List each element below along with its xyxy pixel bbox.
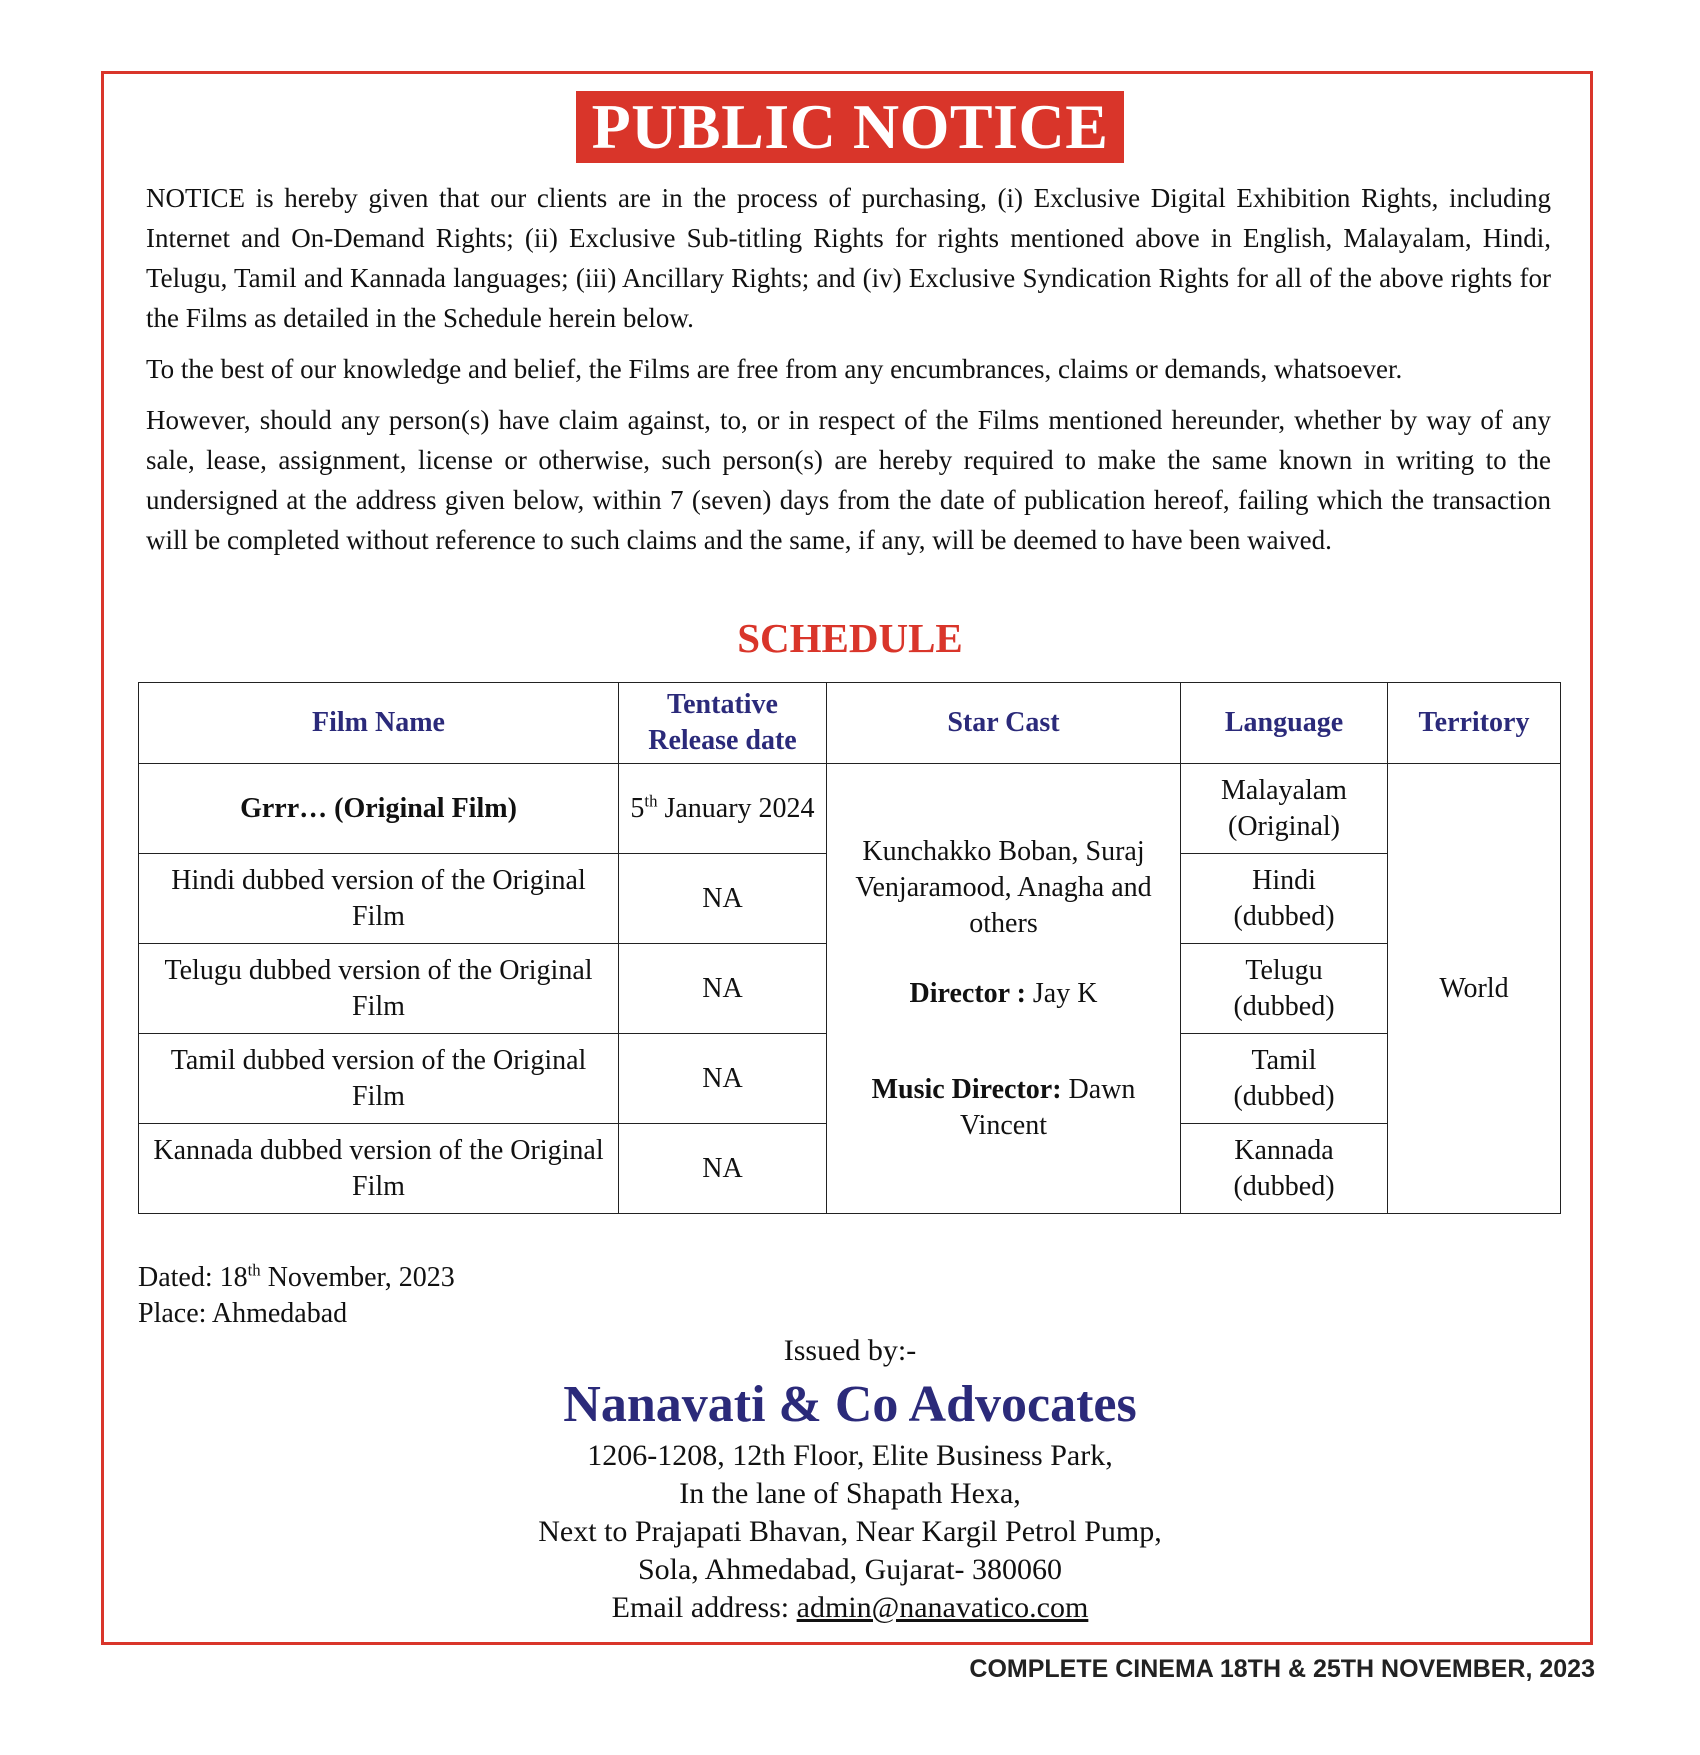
release-date-cell bbox=[619, 764, 827, 854]
notice-paragraph-1: NOTICE is hereby given that our clients are in the process of purchasing, (i) Exclusive Digital Exhibition Rights, including Internet and On-Demand Rights; (ii) Exclusive Sub-titling Rights for rights mentioned above in English, Malayalam, Hindi, Telugu, Tamil and Kannada languages; (iii) Ancillary Rights; and (iv) Exclusive Syndication Rights for all of the above rights for the Films as detailed in the Schedule herein below. bbox=[146, 183, 1551, 333]
header-language: Language bbox=[1181, 683, 1388, 764]
star-cast-cell bbox=[827, 764, 1181, 1214]
title-wrap bbox=[0, 91, 1700, 163]
dated-prefix: Dated: 18 bbox=[138, 1262, 248, 1293]
address-line-3: Next to Prajapati Bhavan, Near Kargil Petrol Pump, bbox=[538, 1515, 1162, 1548]
language-type: (dubbed) bbox=[1233, 990, 1335, 1022]
language-type: (dubbed) bbox=[1233, 900, 1335, 932]
email-label: Email address: bbox=[611, 1591, 797, 1624]
dated-line bbox=[138, 1260, 455, 1296]
language-type: (dubbed) bbox=[1233, 1080, 1335, 1112]
notice-paragraph-2: To the best of our knowledge and belief, the Films are free from any encumbrances, claims or demands, whatsoever. bbox=[146, 354, 1403, 384]
language-name: Hindi bbox=[1252, 864, 1316, 896]
music-director-line bbox=[837, 1072, 1170, 1144]
address-line-1: 1206-1208, 12th Floor, Elite Business Park, bbox=[587, 1439, 1113, 1472]
territory-cell: World bbox=[1388, 764, 1561, 1214]
place-line: Place: Ahmedabad bbox=[138, 1298, 348, 1329]
release-day: 5 bbox=[630, 792, 645, 824]
language-type: (dubbed) bbox=[1233, 1170, 1335, 1202]
header-star-cast: Star Cast bbox=[827, 683, 1181, 764]
dated-suffix: th bbox=[247, 1260, 261, 1280]
release-date-cell: NA bbox=[619, 1124, 827, 1214]
language-cell bbox=[1181, 854, 1388, 944]
language-cell bbox=[1181, 944, 1388, 1034]
language-cell bbox=[1181, 764, 1388, 854]
language-name: Kannada bbox=[1234, 1134, 1334, 1166]
notice-paragraph-3: However, should any person(s) have claim against, to, or in respect of the Films mentioned hereunder, whether by way of any sale, lease, assignment, license or otherwise, such person(s) are hereby required to make the same known in writing to the undersigned at the address given below, within 7 (seven) days from the date of publication hereof, failing which the transaction will be completed without reference to such claims and the same, if any, will be deemed to have been waived. bbox=[146, 405, 1551, 555]
language-name: Malayalam bbox=[1221, 774, 1347, 806]
music-director-label: Music Director: bbox=[871, 1073, 1062, 1105]
firm-name: Nanavati & Co Advocates bbox=[563, 1376, 1137, 1433]
language-name: Tamil bbox=[1251, 1044, 1317, 1076]
header-release-date bbox=[619, 683, 827, 764]
schedule-heading: SCHEDULE bbox=[737, 615, 963, 661]
star-cast-names: Kunchakko Boban, Suraj Venjaramood, Anagha and others bbox=[855, 835, 1152, 939]
language-cell bbox=[1181, 1034, 1388, 1124]
director-label: Director : bbox=[909, 977, 1026, 1009]
music-director-name: Dawn Vincent bbox=[960, 1073, 1136, 1141]
release-month-year: January 2024 bbox=[657, 792, 815, 824]
schedule-table bbox=[138, 682, 1561, 1214]
header-film-name: Film Name bbox=[139, 683, 619, 764]
release-date-cell: NA bbox=[619, 944, 827, 1034]
header-release-line2: Release date bbox=[648, 725, 797, 756]
language-name: Telugu bbox=[1245, 954, 1323, 986]
address-line-2: In the lane of Shapath Hexa, bbox=[679, 1477, 1021, 1510]
email-line bbox=[0, 1589, 1700, 1627]
issued-by-label: Issued by:- bbox=[783, 1334, 917, 1367]
film-name-cell: Telugu dubbed version of the Original Film bbox=[139, 944, 619, 1034]
film-name-cell: Tamil dubbed version of the Original Film bbox=[139, 1034, 619, 1124]
dated-rest: November, 2023 bbox=[260, 1262, 455, 1293]
release-date-cell: NA bbox=[619, 854, 827, 944]
notice-title: PUBLIC NOTICE bbox=[576, 91, 1125, 163]
release-day-suffix: th bbox=[644, 791, 658, 811]
table-header-row bbox=[139, 683, 1561, 764]
table-row bbox=[139, 764, 1561, 854]
email-link[interactable]: admin@nanavatico.com bbox=[796, 1591, 1089, 1624]
film-name-cell: Kannada dubbed version of the Original Film bbox=[139, 1124, 619, 1214]
language-type: (Original) bbox=[1228, 810, 1340, 842]
film-name-cell: Grrr… (Original Film) bbox=[139, 764, 619, 854]
address-line-4: Sola, Ahmedabad, Gujarat- 380060 bbox=[637, 1553, 1063, 1586]
header-release-line1: Tentative bbox=[667, 689, 778, 720]
director-line bbox=[837, 976, 1170, 1012]
director-name: Jay K bbox=[1025, 977, 1098, 1009]
header-territory: Territory bbox=[1388, 683, 1561, 764]
film-name-cell: Hindi dubbed version of the Original Film bbox=[139, 854, 619, 944]
language-cell bbox=[1181, 1124, 1388, 1214]
release-date-cell: NA bbox=[619, 1034, 827, 1124]
publication-footer: COMPLETE CINEMA 18TH & 25TH NOVEMBER, 2023 bbox=[969, 1655, 1595, 1683]
